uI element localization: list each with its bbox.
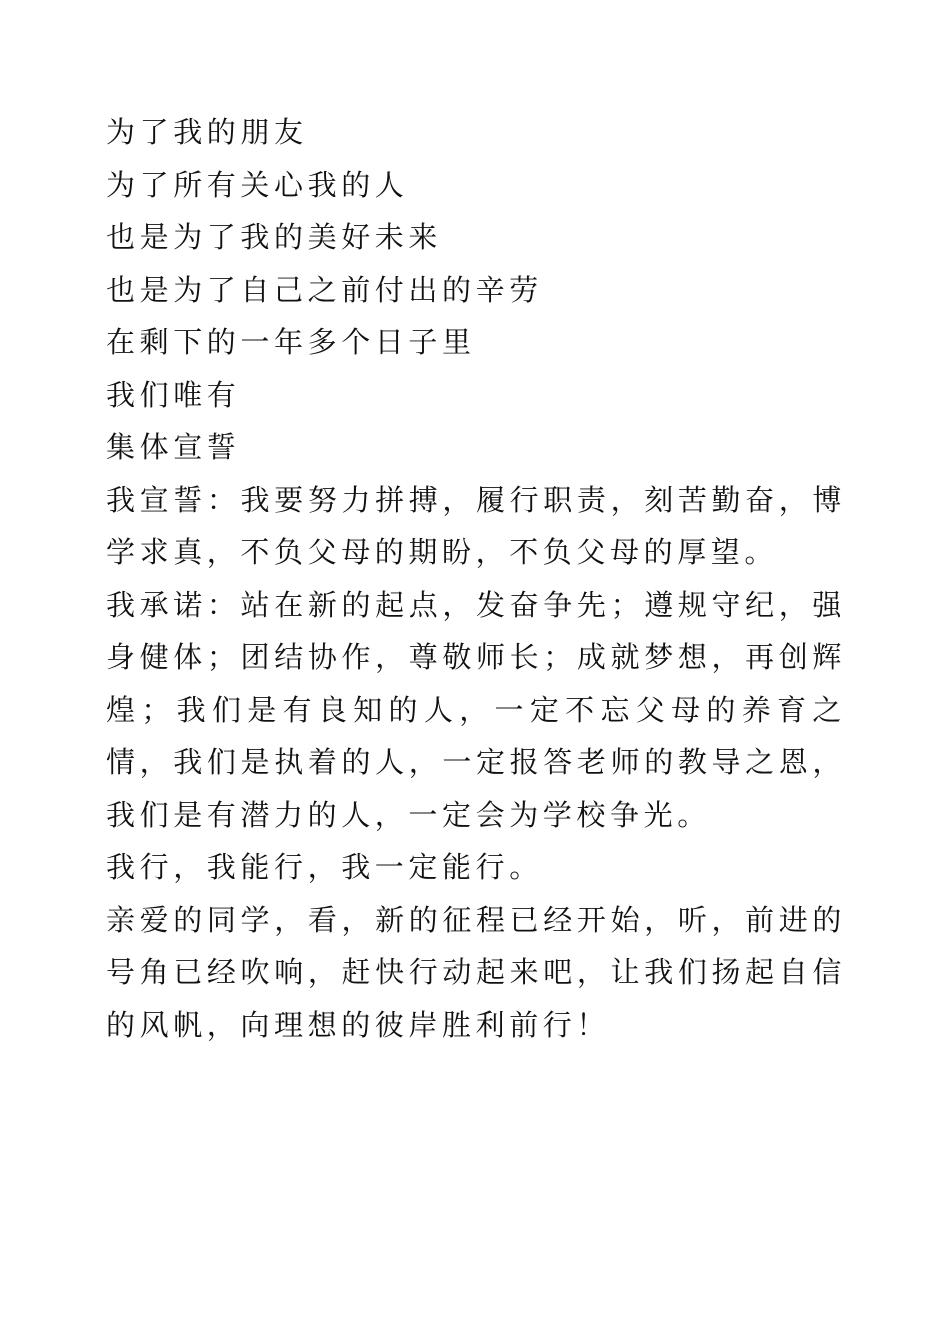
text-line: 为了所有关心我的人 — [106, 167, 409, 202]
oath-paragraph: 我宣誓：我要努力拼搏，履行职责，刻苦勤奋，博学求真，不负父母的期盼，不负父母的厚望。 — [106, 482, 846, 569]
text-line: 在剩下的一年多个日子里 — [106, 325, 476, 359]
affirmation-paragraph: 我行，我能行，我一定能行。 — [106, 850, 543, 884]
document-body — [106, 106, 846, 1051]
text-line: 也是为了我的美好未来 — [106, 220, 443, 254]
text-line: 集体宣誓 — [106, 430, 241, 464]
closing-paragraph: 亲爱的同学，看，新的征程已经开始，听，前进的号角已经吹响，赶快行动起来吧，让我们扬起自信的风帆，向理想的彼岸胜利前行！ — [106, 902, 846, 1042]
text-line: 也是为了自己之前付出的辛劳 — [106, 272, 543, 307]
text-line: 为了我的朋友 — [106, 115, 308, 149]
promise-paragraph: 我承诺：站在新的起点，发奋争先；遵规守纪，强身健体；团结协作，尊敬师长；成就梦想，再创辉煌；我们是有良知的人，一定不忘父母的养育之情，我们是执着的人，一定报答老师的教导之恩，我们是有潜力的人，一定会为学校争光。 — [106, 587, 846, 832]
text-line: 我们唯有 — [106, 377, 241, 412]
